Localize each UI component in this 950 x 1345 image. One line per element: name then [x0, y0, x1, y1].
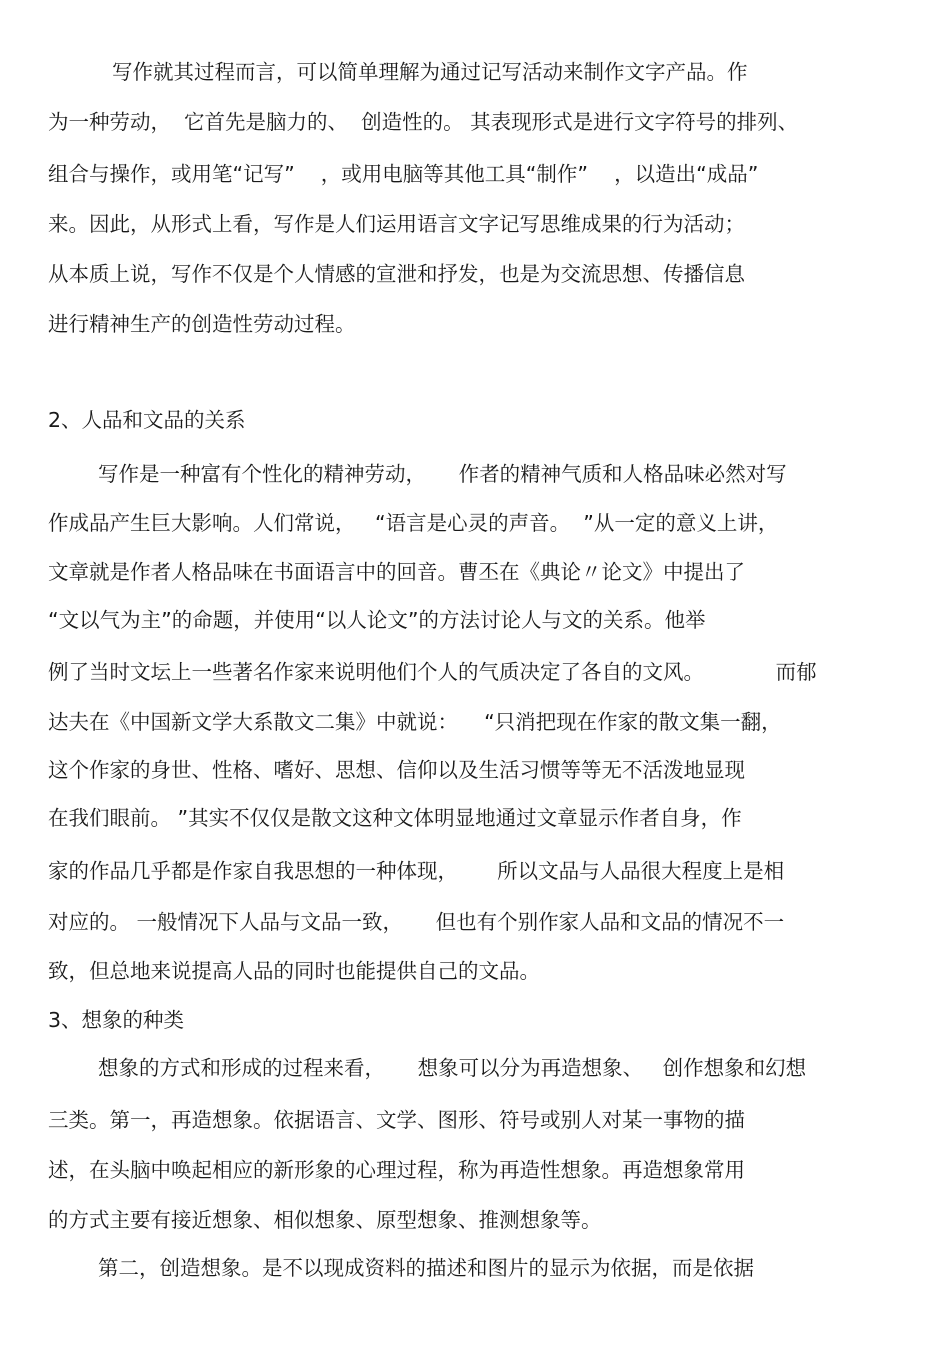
paragraph-line: 致，但总地来说提高人品的同时也能提供自己的文品。 — [48, 959, 540, 983]
paragraph-line: 文章就是作者人格品味在书面语言中的回音。曹丕在《典论〃论文》中提出了 — [48, 560, 745, 584]
paragraph-line: 为一种劳动， 它首先是脑力的、 创造性的。 其表现形式是进行文字符号的排列、 — [48, 110, 799, 134]
paragraph-line: 达夫在《中国新文学大系散文二集》中就说： “只消把现在作家的散文集一翻， — [48, 710, 782, 734]
paragraph-line: 从本质上说，写作不仅是个人情感的宣泄和抒发，也是为交流思想、传播信息 — [48, 262, 745, 286]
paragraph-line: 三类。第一，再造想象。依据语言、文学、图形、符号或别人对某一事物的描 — [48, 1108, 745, 1132]
paragraph-line: 来。因此，从形式上看，写作是人们运用语言文字记写思维成果的行为活动； — [48, 212, 745, 236]
paragraph-line: 想象的方式和形成的过程来看， 想象可以分为再造想象、 创作想象和幻想 — [98, 1056, 807, 1080]
paragraph-line: 第二，创造想象。是不以现成资料的描述和图片的显示为依据，而是依据 — [98, 1256, 754, 1280]
paragraph-line: 在我们眼前。 ”其实不仅仅是散文这种文体明显地通过文章显示作者自身，作 — [48, 806, 742, 830]
paragraph-line: 家的作品几乎都是作家自我思想的一种体现， 所以文品与人品很大程度上是相 — [48, 859, 785, 883]
paragraph-line: 写作是一种富有个性化的精神劳动， 作者的精神气质和人格品味必然对写 — [98, 462, 787, 486]
section-heading: 2、人品和文品的关系 — [48, 408, 246, 432]
paragraph-line: 例了当时文坛上一些著名作家来说明他们个人的气质决定了各自的文风。 而郁 — [48, 660, 817, 684]
paragraph-line: “文以气为主”的命题，并使用“以人论文”的方法讨论人与文的关系。他举 — [48, 608, 706, 632]
paragraph-line: 进行精神生产的创造性劳动过程。 — [48, 312, 356, 336]
paragraph-line: 组合与操作，或用笔“记写” ，或用电脑等其他工具“制作” ，以造出“成品” — [48, 162, 759, 186]
paragraph-line: 这个作家的身世、性格、嗜好、思想、信仰以及生活习惯等等无不活泼地显现 — [48, 758, 745, 782]
paragraph-line: 写作就其过程而言，可以简单理解为通过记写活动来制作文字产品。作 — [112, 60, 748, 84]
paragraph-line: 作成品产生巨大影响。人们常说， “语言是心灵的声音。 ”从一定的意义上讲， — [48, 511, 779, 535]
paragraph-line: 述，在头脑中唤起相应的新形象的心理过程，称为再造性想象。再造想象常用 — [48, 1158, 745, 1182]
section-heading: 3、想象的种类 — [48, 1008, 185, 1032]
paragraph-line: 的方式主要有接近想象、相似想象、原型想象、推测想象等。 — [48, 1208, 602, 1232]
paragraph-line: 对应的。 一般情况下人品与文品一致， 但也有个别作家人品和文品的情况不一 — [48, 910, 785, 934]
